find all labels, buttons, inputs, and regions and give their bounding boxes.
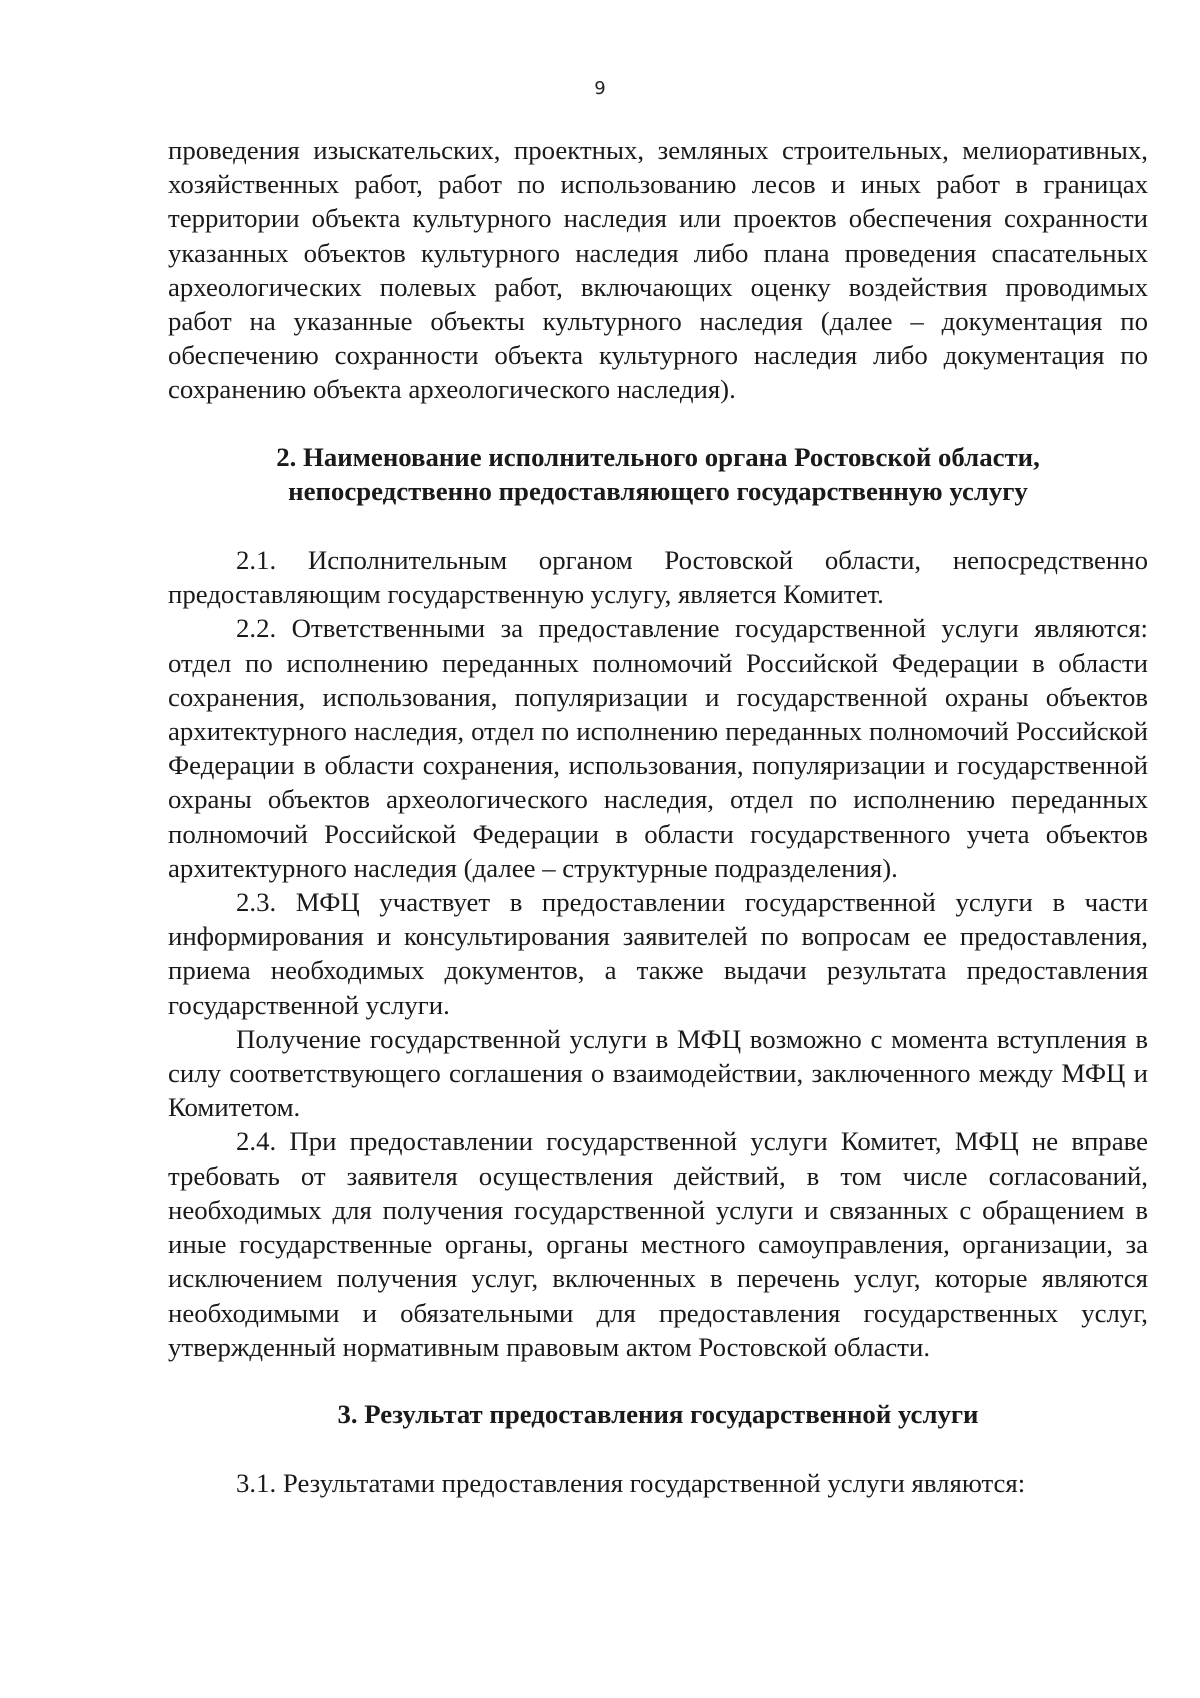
- paragraph-2-3: 2.3. МФЦ участвует в предоставлении государственной услуги в части информирования и консультирования заявителей по вопросам ее предоставления, приема необходимых документов, а также выдачи результата предоставления государственной услуги.: [168, 887, 1148, 1020]
- paragraph-2-1: 2.1. Исполнительным органом Ростовской области, непосредственно предоставляющим государственную услугу, является Комитет.: [168, 545, 1148, 610]
- section-2-heading-line-2: непосредственно предоставляющего государственную услугу: [288, 475, 1028, 506]
- section-3-heading: 3. Результат предоставления государственной услуги: [337, 1398, 979, 1429]
- page-number: 9: [594, 78, 606, 99]
- paragraph-3-1: 3.1. Результатами предоставления государственной услуги являются:: [236, 1468, 1026, 1499]
- paragraph-2-2: 2.2. Ответственными за предоставление государственной услуги являются: отдел по исполнению переданных полномочий Российской Федерации в области сохранения, использования, популяризации и государственной охраны объектов архитектурного наследия, отдел по исполнению переданных полномочий Российской Федерации в области сохранения, использования, популяризации и государственной охраны объектов археологического наследия, отдел по исполнению переданных полномочий Российской Федерации в области государственного учета объектов архитектурного наследия (далее – структурные подразделения).: [168, 613, 1148, 883]
- paragraph-2-4: 2.4. При предоставлении государственной услуги Комитет, МФЦ не вправе требовать от заявителя осуществления действий, в том числе согласований, необходимых для получения государственной услуги и связанных с обращением в иные государственные органы, органы местного самоуправления, организации, за исключением получения услуг, включенных в перечень услуг, которые являются необходимыми и обязательными для предоставления государственных услуг, утвержденный нормативным правовым актом Ростовской области.: [168, 1126, 1148, 1362]
- intro-paragraph: проведения изыскательских, проектных, земляных строительных, мелиоративных, хозяйственных работ, работ по использованию лесов и иных работ в границах территории объекта культурного наследия или проектов обеспечения сохранности указанных объектов культурного наследия либо плана проведения спасательных археологических полевых работ, включающих оценку воздействия проводимых работ на указанные объекты культурного наследия (далее – документация по обеспечению сохранности объекта культурного наследия либо документация по сохранению объекта археологического наследия).: [168, 135, 1148, 405]
- paragraph-2-3-continued: Получение государственной услуги в МФЦ возможно с момента вступления в силу соответствующего соглашения о взаимодействии, заключенного между МФЦ и Комитетом.: [168, 1023, 1148, 1123]
- section-2-heading-line-1: 2. Наименование исполнительного органа Ростовской области,: [276, 441, 1040, 472]
- section-2-heading: [168, 440, 1148, 508]
- page-content: [168, 133, 1148, 1500]
